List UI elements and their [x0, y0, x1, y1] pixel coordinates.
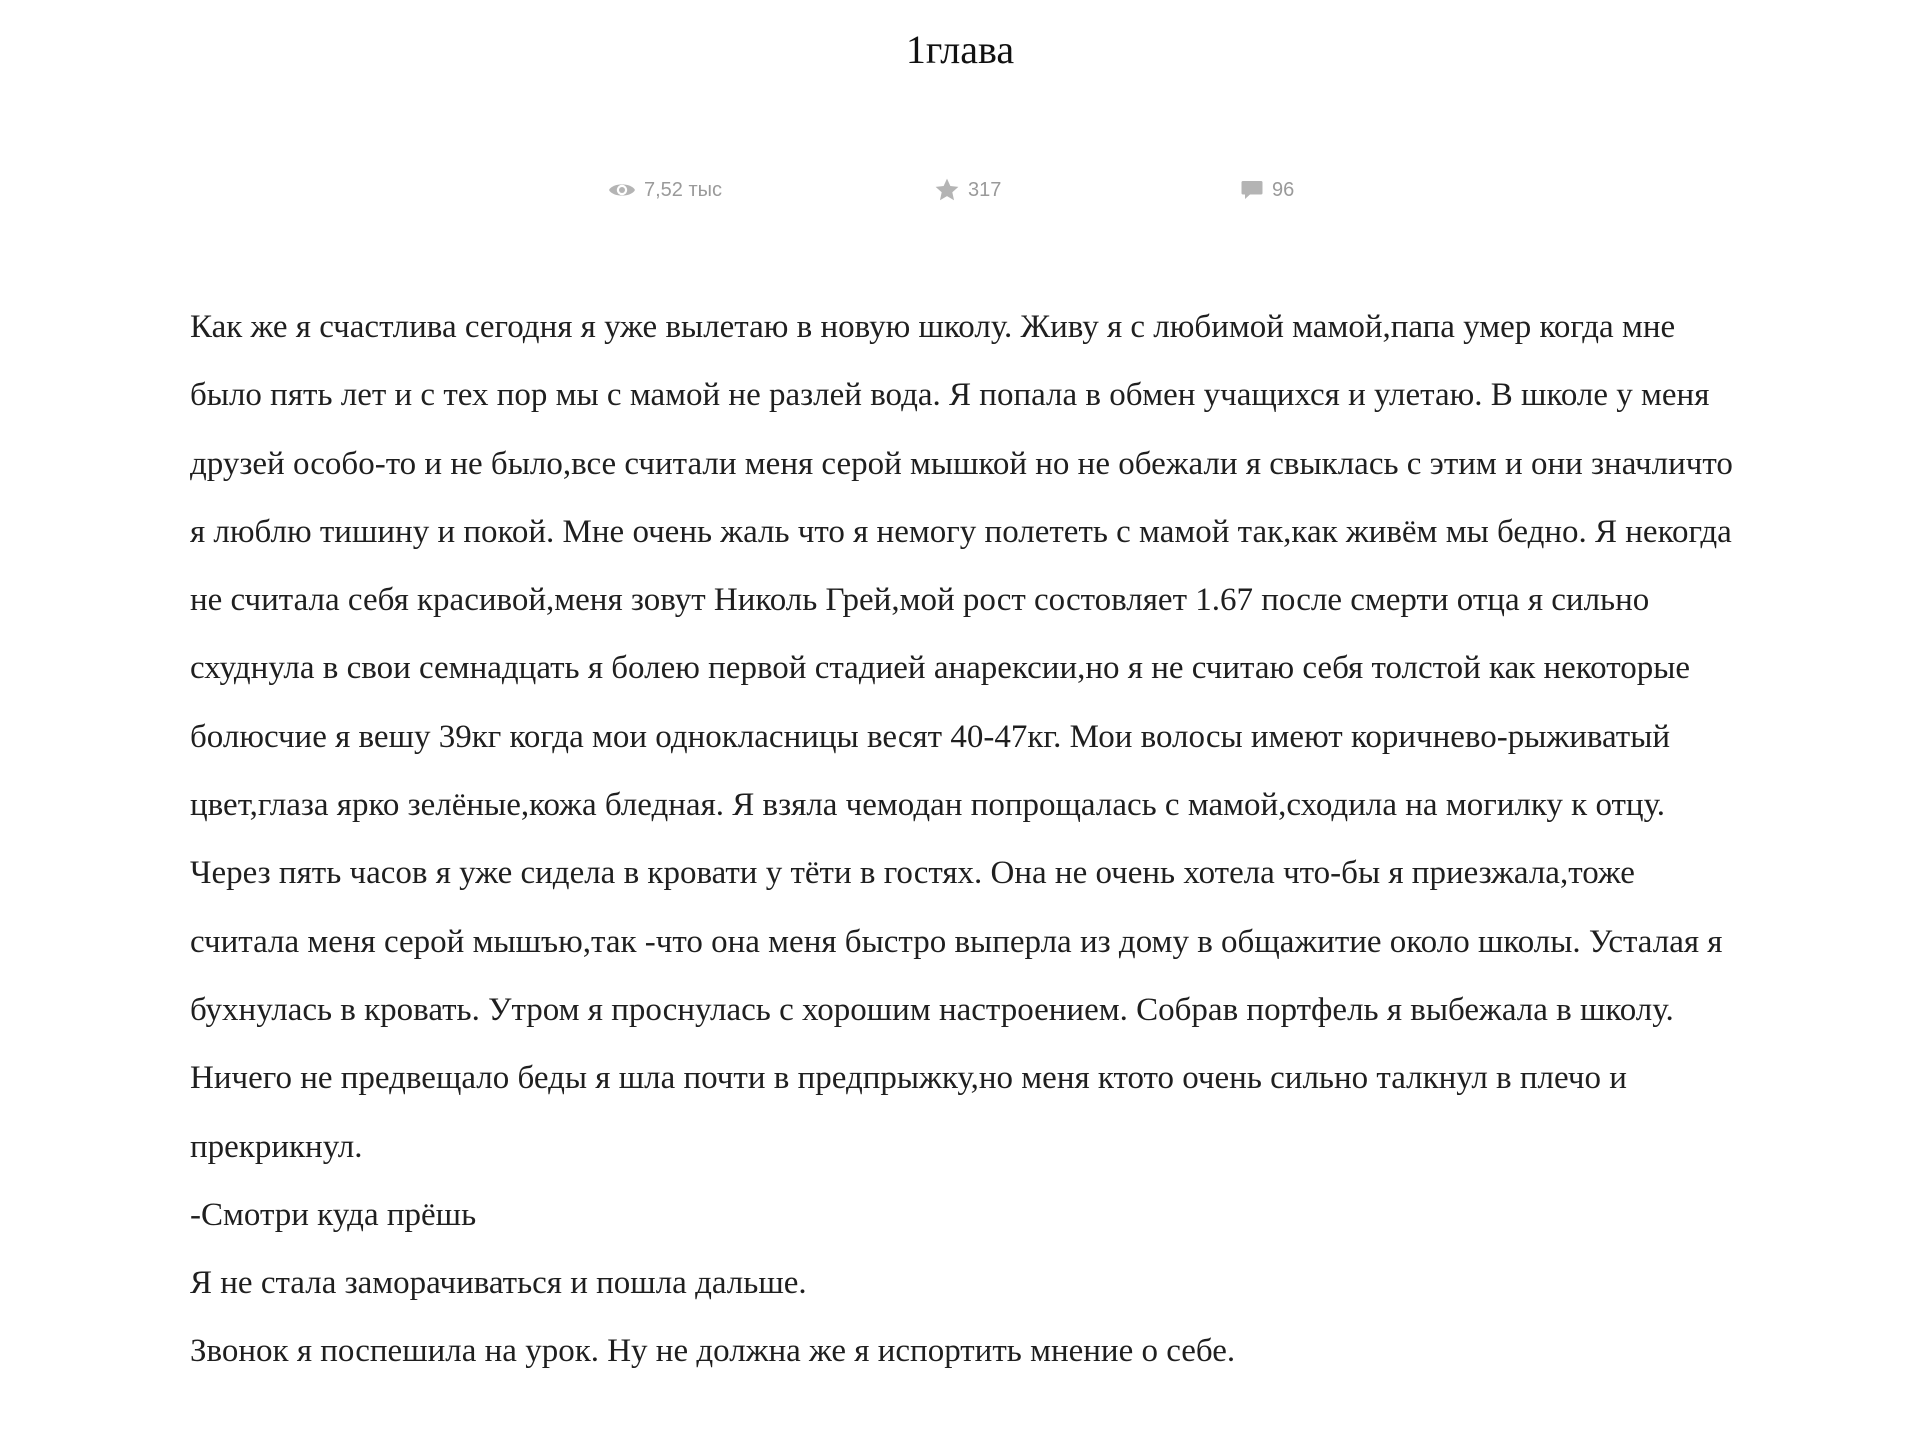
- eye-icon: [608, 180, 636, 200]
- star-icon: [934, 177, 960, 203]
- story-paragraph: Звонок я поспешила на урок. Ну не должна же я испортить мнение о себе.: [190, 1333, 1236, 1370]
- story-paragraph: -Смотри куда прёшь: [190, 1196, 477, 1233]
- views-stat: [608, 172, 722, 208]
- story-paragraph: Как же я счастлива сегодня я уже вылетаю в новую школу. Живу я с любимой мамой,папа умер когда мне было пять лет и с тех пор мы с мамой не разлей вода. Я попала в обмен учащихся и улетаю. В школе у меня друзей особо-то и не было,все считали меня серой мышкой но не обежали я свыклась с этим и они значличто я люблю тишину и покой. Мне очень жаль что я немогу полететь с мамой так,как живём мы бедно. Я некогда не считала себя красивой,меня зовут Николь Грей,мой рост состовляет 1.67 после смерти отца я сильно схуднула в свои семнадцать я болею первой стадией анарексии,но я не считаю себя толстой как некоторые болюсчие я вешу 39кг когда мои однокласницы весят 40-47кг. Мои волосы имеют коричнево-рыживатый цвет,глаза ярко зелёные,кожа бледная. Я взяла чемодан попрощалась с мамой,сходила на могилку к отцу. Через пять часов я уже сидела в кровати у тёти в гостях. Она не очень хотела что-бы я приезжала,тоже считала меня серой мышъю,так -что она меня быстро выперла из дому в общажитие около школы. Усталая я бухнулась в кровать. Утром я проснулась с хорошим настроением. Собрав портфель я выбежала в школу. Ничего не предвещало беды я шла почти в предпрыжку,но меня ктото очень сильно талкнул в плечо и прекрикнул.: [190, 309, 1733, 1165]
- comments-stat: [1240, 172, 1294, 208]
- views-count: 7,52 тыс: [644, 178, 723, 201]
- comments-count: 96: [1272, 178, 1295, 201]
- story-paragraph: Я не стала заморачиваться и пошла дальше.: [190, 1265, 807, 1302]
- votes-count: 317: [968, 178, 1002, 201]
- story-text: [190, 293, 1750, 1386]
- votes-stat: [934, 172, 1001, 208]
- chapter-stats: [0, 172, 1920, 208]
- chapter-title: 1глава: [905, 27, 1015, 72]
- comment-icon: [1240, 178, 1264, 202]
